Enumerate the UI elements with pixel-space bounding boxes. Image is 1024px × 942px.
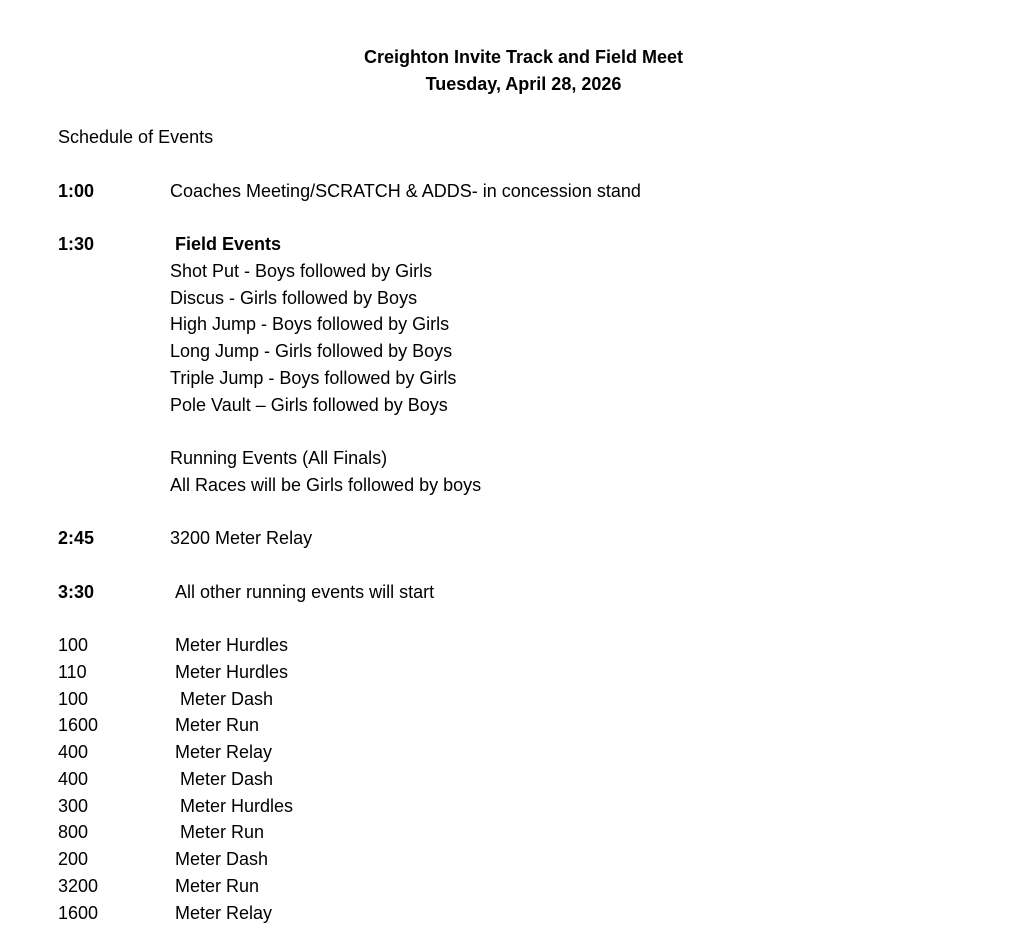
event-distance: 1600 (58, 715, 99, 735)
field-event-item: High Jump - Boys followed by Girls (170, 314, 450, 334)
field-events-heading: Field Events (175, 234, 282, 254)
event-name: Meter Hurdles (175, 662, 289, 682)
event-distance: 400 (58, 769, 89, 789)
event-name: Meter Hurdles (180, 796, 294, 816)
event-distance: 400 (58, 742, 89, 762)
running-start-text: All other running events will start (175, 582, 435, 602)
field-event-item: Triple Jump - Boys followed by Girls (170, 368, 457, 388)
event-name: Meter Dash (180, 689, 274, 709)
event-distance: 110 (58, 662, 87, 682)
running-events-heading: Running Events (All Finals) (170, 448, 388, 468)
event-distance: 300 (58, 796, 89, 816)
event-name: Meter Relay (175, 903, 273, 923)
event-name: Meter Run (175, 876, 260, 896)
event-name: Meter Run (175, 715, 260, 735)
relay-3200-text: 3200 Meter Relay (170, 528, 313, 548)
event-name: Meter Dash (175, 849, 269, 869)
meet-date: Tuesday, April 28, 2026 (425, 74, 622, 94)
time-label: 1:30 (58, 234, 95, 254)
time-label: 2:45 (58, 528, 95, 548)
event-distance: 200 (58, 849, 89, 869)
event-distance: 100 (58, 635, 89, 655)
time-label: 1:00 (58, 181, 95, 201)
event-distance: 1600 (58, 903, 99, 923)
event-name: Meter Run (180, 822, 265, 842)
meet-title: Creighton Invite Track and Field Meet (363, 47, 684, 67)
event-distance: 3200 (58, 876, 99, 896)
running-events-note: All Races will be Girls followed by boys (170, 475, 482, 495)
field-event-item: Discus - Girls followed by Boys (170, 288, 418, 308)
time-label: 3:30 (58, 582, 95, 602)
event-name: Meter Hurdles (175, 635, 289, 655)
coaches-meeting-text: Coaches Meeting/SCRATCH & ADDS- in concession stand (170, 181, 641, 201)
field-event-item: Pole Vault – Girls followed by Boys (170, 395, 448, 415)
field-event-item: Shot Put - Boys followed by Girls (170, 261, 433, 281)
event-name: Meter Dash (180, 769, 274, 789)
field-event-item: Long Jump - Girls followed by Boys (170, 341, 453, 361)
event-distance: 100 (58, 689, 89, 709)
schedule-heading: Schedule of Events (58, 127, 214, 147)
event-name: Meter Relay (175, 742, 273, 762)
event-distance: 800 (58, 822, 89, 842)
